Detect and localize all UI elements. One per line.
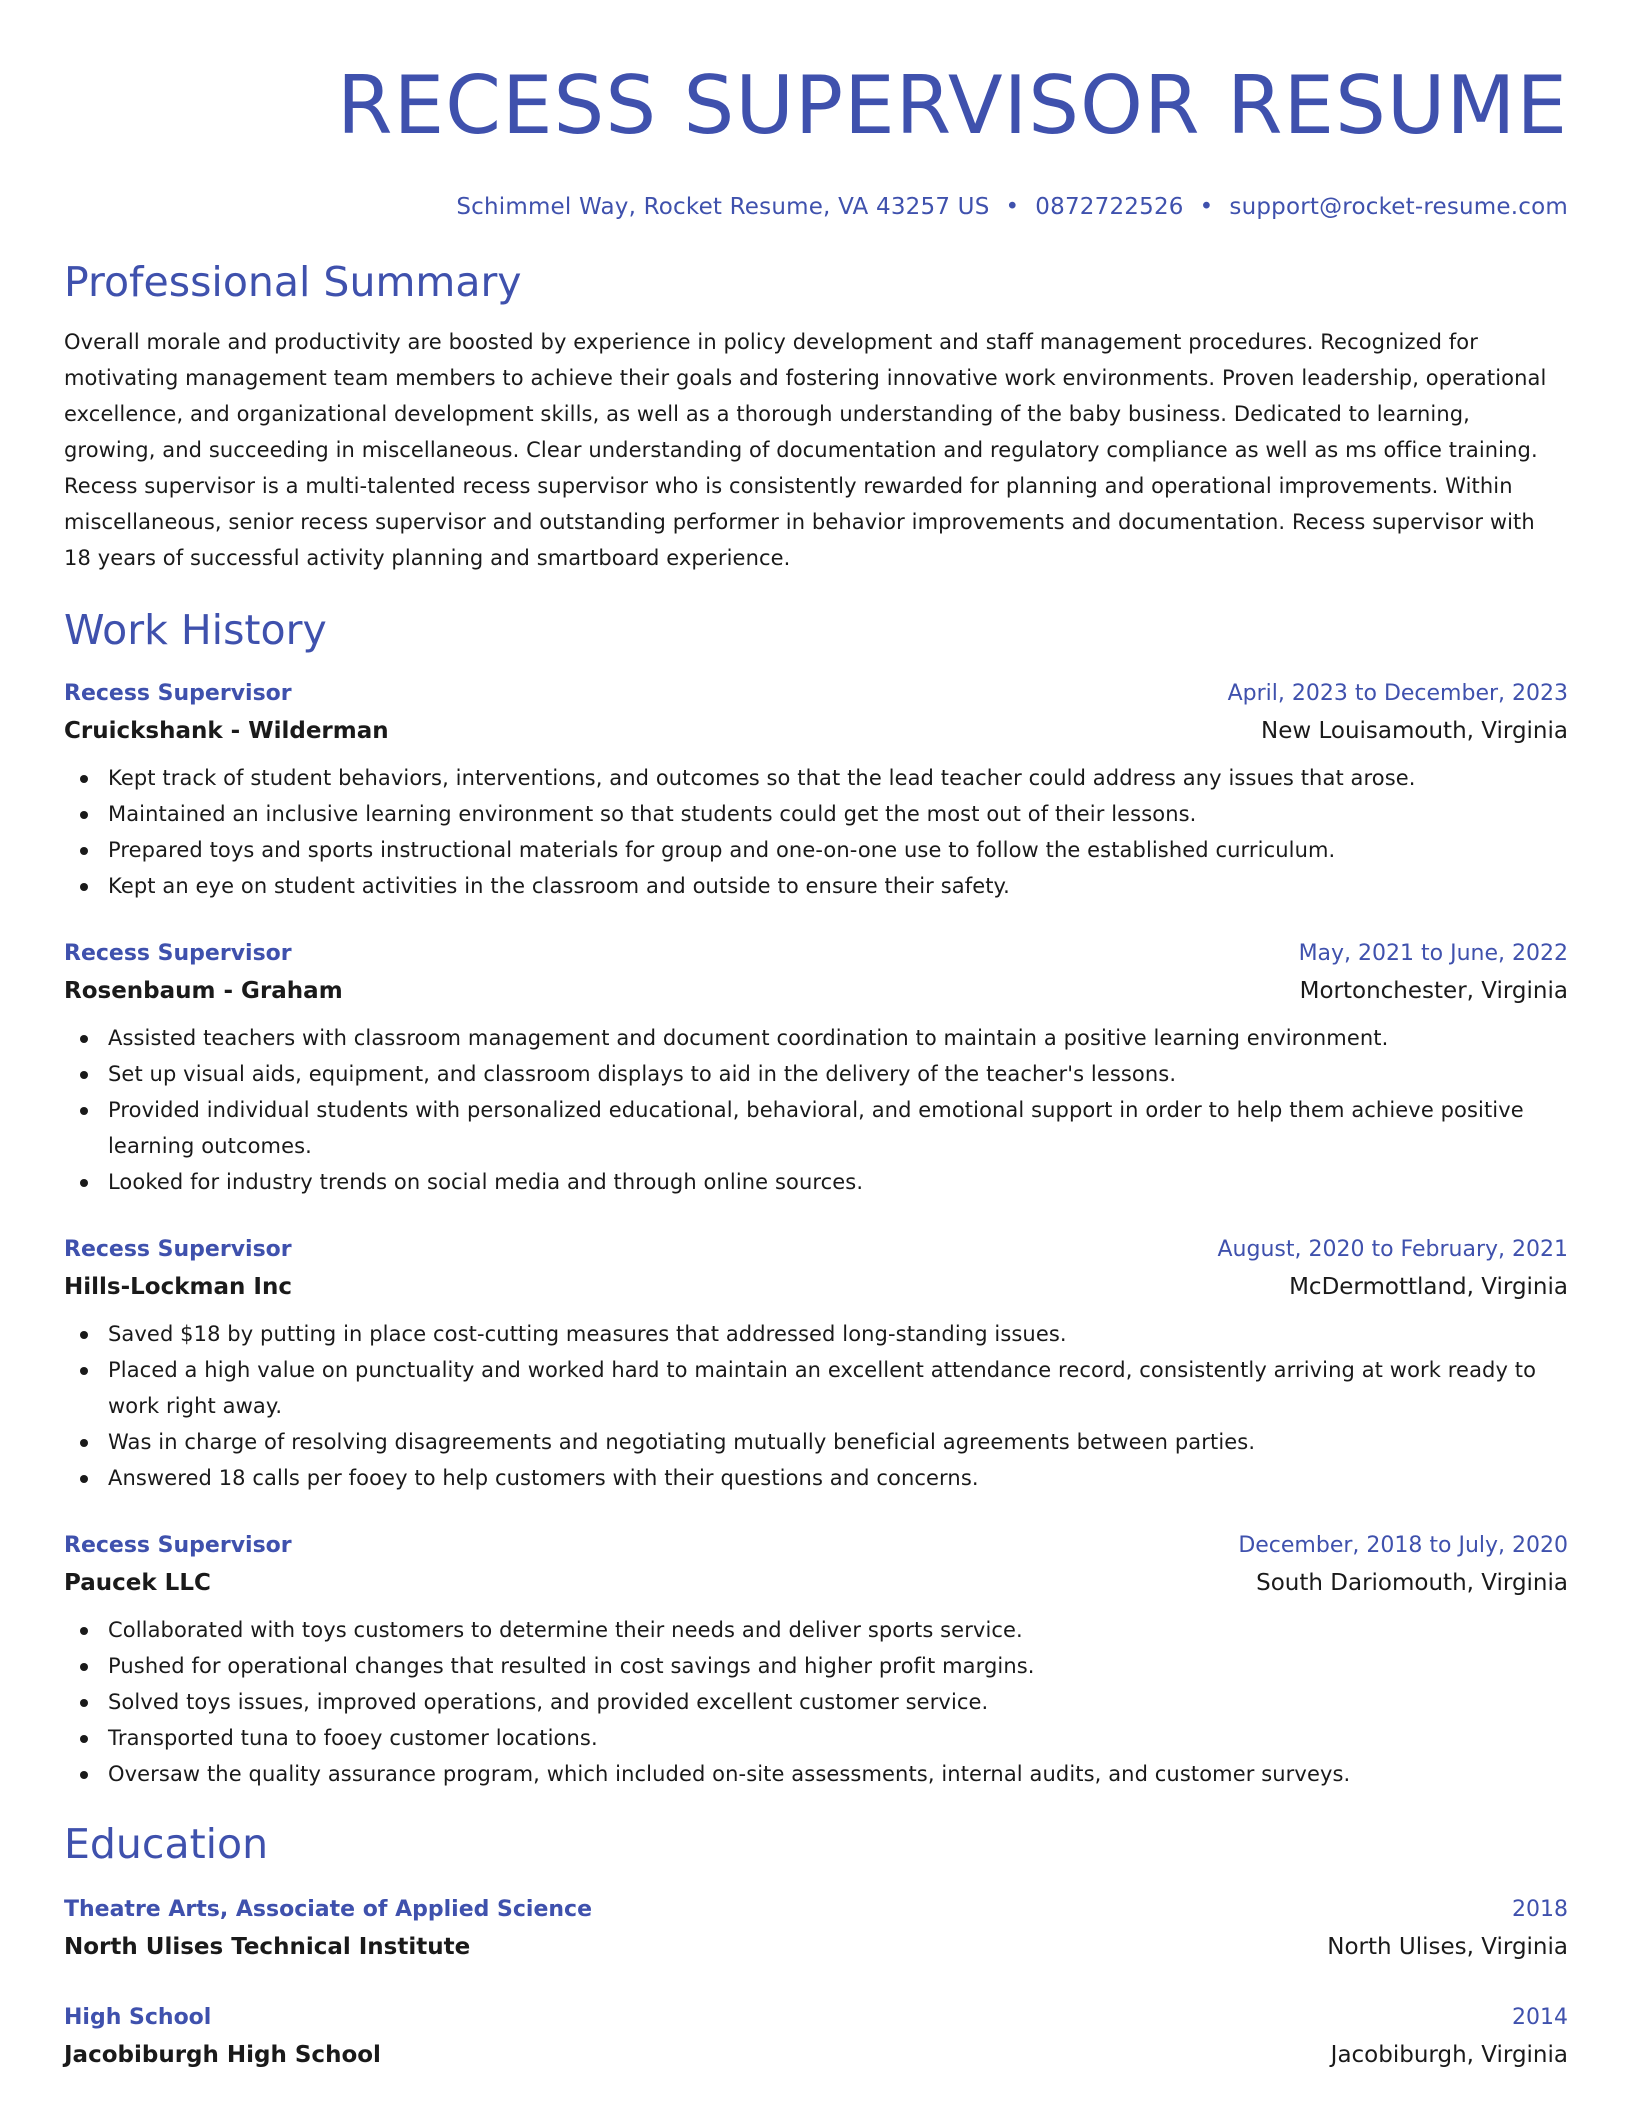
job-role: Recess Supervisor bbox=[64, 941, 292, 966]
bullet-item: Transported tuna to fooey customer locations. bbox=[64, 1720, 1568, 1756]
job-company: Hills-Lockman Inc bbox=[64, 1274, 292, 1300]
bullet-item: Solved toys issues, improved operations, and provided excellent customer service. bbox=[64, 1684, 1568, 1720]
job-dates: May, 2021 to June, 2022 bbox=[1298, 941, 1568, 966]
job-entry bbox=[64, 676, 1568, 904]
section-heading: Professional Summary bbox=[64, 258, 522, 306]
school-location: Jacobiburgh, Virginia bbox=[1330, 2042, 1568, 2068]
job-entry bbox=[64, 1528, 1568, 1792]
bullet-item: Was in charge of resolving disagreements and negotiating mutually beneficial agreements between parties. bbox=[64, 1424, 1568, 1460]
job-bullets bbox=[64, 1020, 1568, 1200]
contact-address: Schimmel Way, Rocket Resume, VA 43257 US bbox=[456, 194, 990, 220]
contact-separator: • bbox=[1199, 194, 1214, 220]
job-dates: August, 2020 to February, 2021 bbox=[1217, 1237, 1568, 1262]
job-dates: December, 2018 to July, 2020 bbox=[1238, 1533, 1568, 1558]
bullet-item: Answered 18 calls per fooey to help customers with their questions and concerns. bbox=[64, 1460, 1568, 1496]
degree: Theatre Arts, Associate of Applied Science bbox=[64, 1897, 592, 1922]
job-bullets bbox=[64, 1316, 1568, 1496]
bullet-item: Prepared toys and sports instructional materials for group and one-on-one use to follow the established curriculum. bbox=[64, 832, 1568, 868]
work-history-section bbox=[64, 604, 1568, 1792]
degree: High School bbox=[64, 2005, 212, 2030]
job-role: Recess Supervisor bbox=[64, 681, 292, 706]
job-location: New Louisamouth, Virginia bbox=[1261, 718, 1568, 744]
school-name: Jacobiburgh High School bbox=[64, 2042, 381, 2068]
bullet-item: Assisted teachers with classroom management and document coordination to maintain a positive learning environment. bbox=[64, 1020, 1568, 1056]
job-dates: April, 2023 to December, 2023 bbox=[1227, 681, 1568, 706]
bullet-item: Collaborated with toys customers to determine their needs and deliver sports service. bbox=[64, 1612, 1568, 1648]
resume-page bbox=[64, 0, 1568, 2112]
education-section bbox=[64, 1818, 1568, 2074]
bullet-item: Oversaw the quality assurance program, which included on-site assessments, internal audits, and customer surveys. bbox=[64, 1756, 1568, 1792]
bullet-item: Pushed for operational changes that resulted in cost savings and higher profit margins. bbox=[64, 1648, 1568, 1684]
education-entry bbox=[64, 2000, 1568, 2074]
bullet-item: Set up visual aids, equipment, and classroom displays to aid in the delivery of the teacher's lessons. bbox=[64, 1056, 1568, 1092]
contact-separator: • bbox=[1005, 194, 1020, 220]
bullet-item: Provided individual students with personalized educational, behavioral, and emotional support in order to help them achieve positive learning outcomes. bbox=[64, 1092, 1568, 1164]
bullet-item: Kept track of student behaviors, interventions, and outcomes so that the lead teacher could address any issues that arose. bbox=[64, 760, 1568, 796]
job-role: Recess Supervisor bbox=[64, 1237, 292, 1262]
bullet-item: Placed a high value on punctuality and worked hard to maintain an excellent attendance record, consistently arriving at work ready to work right away. bbox=[64, 1352, 1568, 1424]
bullet-item: Kept an eye on student activities in the classroom and outside to ensure their safety. bbox=[64, 868, 1568, 904]
job-company: Rosenbaum - Graham bbox=[64, 978, 343, 1004]
contact-line bbox=[64, 192, 1568, 222]
job-company: Paucek LLC bbox=[64, 1570, 211, 1596]
section-heading: Education bbox=[64, 1820, 269, 1868]
job-location: Mortonchester, Virginia bbox=[1299, 978, 1568, 1004]
job-location: McDermottland, Virginia bbox=[1289, 1274, 1568, 1300]
resume-header bbox=[64, 0, 1568, 222]
contact-email: support@rocket-resume.com bbox=[1229, 194, 1568, 220]
job-entry bbox=[64, 936, 1568, 1200]
job-company: Cruickshank - Wilderman bbox=[64, 718, 389, 744]
job-entry bbox=[64, 1232, 1568, 1496]
bullet-item: Looked for industry trends on social media and through online sources. bbox=[64, 1164, 1568, 1200]
education-entry bbox=[64, 1892, 1568, 1966]
graduation-year: 2018 bbox=[1512, 1897, 1568, 1922]
school-name: North Ulises Technical Institute bbox=[64, 1934, 471, 1960]
graduation-year: 2014 bbox=[1512, 2005, 1568, 2030]
job-bullets bbox=[64, 760, 1568, 904]
bullet-item: Maintained an inclusive learning environment so that students could get the most out of their lessons. bbox=[64, 796, 1568, 832]
resume-title: RECESS SUPERVISOR RESUME bbox=[337, 59, 1568, 152]
summary-text: Overall morale and productivity are boosted by experience in policy development and staff management procedures. Recognized for motivating management team members to achieve their goals and fostering innovative work environments. Proven leadership, operational excellence, and organizational development skills, as well as a thorough understanding of the baby business. Dedicated to learning, growing, and succeeding in miscellaneous. Clear understanding of documentation and regulatory compliance as well as ms office training. Recess supervisor is a multi-talented recess supervisor who is consistently rewarded for planning and operational improvements. Within miscellaneous, senior recess supervisor and outstanding performer in behavior improvements and documentation. Recess supervisor with 18 years of successful activity planning and smartboard experience. bbox=[64, 330, 1547, 570]
bullet-item: Saved $18 by putting in place cost-cutting measures that addressed long-standing issues. bbox=[64, 1316, 1568, 1352]
school-location: North Ulises, Virginia bbox=[1327, 1934, 1568, 1960]
summary-section bbox=[64, 256, 1568, 576]
section-heading: Work History bbox=[64, 606, 327, 654]
job-location: South Dariomouth, Virginia bbox=[1256, 1570, 1568, 1596]
job-bullets bbox=[64, 1612, 1568, 1792]
job-role: Recess Supervisor bbox=[64, 1533, 292, 1558]
contact-phone: 0872722526 bbox=[1035, 194, 1184, 220]
